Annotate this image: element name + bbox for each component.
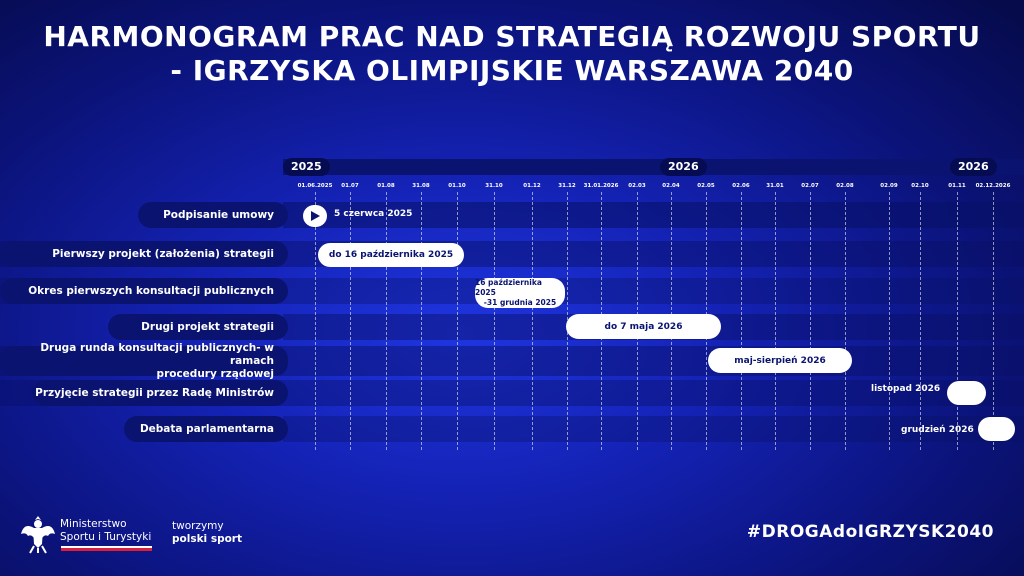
timeline-gridline xyxy=(741,192,742,450)
hashtag: #DROGAdoIGRZYSK2040 xyxy=(746,522,994,542)
flag-stripe-red xyxy=(61,548,152,551)
timeline-gridline xyxy=(993,192,994,450)
row-3-bar-line-2: -31 grudnia 2025 xyxy=(483,298,557,307)
year-label-2025: 2025 xyxy=(283,158,330,176)
timeline-tick-label: 02.05 xyxy=(697,183,715,189)
timeline-tick-label: 02.08 xyxy=(836,183,854,189)
timeline-gridline xyxy=(386,192,387,450)
row-4-bar: do 7 maja 2026 xyxy=(566,314,721,339)
timeline-tick-label: 01.11 xyxy=(948,183,966,189)
title-line-2: - IGRZYSKA OLIMPIJSKIE WARSZAWA 2040 xyxy=(170,54,854,87)
row-6-bar xyxy=(947,381,986,405)
timeline-tick-label: 01.07 xyxy=(341,183,359,189)
row-label-5-line-1: Druga runda konsultacji publicznych- w ramach xyxy=(40,341,274,367)
row-3-bar xyxy=(475,278,565,308)
timeline-gridline xyxy=(457,192,458,450)
year-label-2026: 2026 xyxy=(660,158,707,176)
row-5-bar: maj-sierpień 2026 xyxy=(708,348,852,373)
timeline-gridline xyxy=(350,192,351,450)
timeline-tick-label: 02.03 xyxy=(628,183,646,189)
slogan-line-2: polski sport xyxy=(172,533,242,545)
row-label-5-line-2: procedury rządowej xyxy=(156,367,274,380)
timeline-tick-label: 01.10 xyxy=(448,183,466,189)
slogan xyxy=(172,520,242,546)
timeline-tick-label: 01.06.2025 xyxy=(297,183,333,189)
row-label-2: Pierwszy projekt (założenia) strategii xyxy=(0,241,288,267)
year-label-2026-end: 2026 xyxy=(950,158,997,176)
row-7-bar xyxy=(978,417,1015,441)
slogan-line-1: tworzymy xyxy=(172,520,224,532)
timeline-gridline xyxy=(920,192,921,450)
timeline-gridline xyxy=(494,192,495,450)
timeline-gridline xyxy=(421,192,422,450)
year-header-bar xyxy=(283,159,1024,175)
timeline-tick-label: 02.09 xyxy=(880,183,898,189)
timeline-tick-label: 31.01.2026 xyxy=(583,183,619,189)
row-7-date: grudzień 2026 xyxy=(901,425,974,435)
eagle-emblem-icon xyxy=(20,514,56,554)
row-label-4: Drugi projekt strategii xyxy=(108,314,288,340)
timeline-tick-label: 02.10 xyxy=(911,183,929,189)
timeline-tick-label: 02.12.2026 xyxy=(975,183,1011,189)
timeline-tick-label: 02.04 xyxy=(662,183,680,189)
timeline-gridline xyxy=(315,192,316,450)
timeline-gridline xyxy=(889,192,890,450)
timeline-gridline xyxy=(775,192,776,450)
row-label-6: Przyjęcie strategii przez Radę Ministrów xyxy=(32,380,288,406)
timeline-gridline xyxy=(532,192,533,450)
timeline-tick-label: 02.06 xyxy=(732,183,750,189)
ministry-name xyxy=(60,518,151,544)
timeline-tick-label: 01.12 xyxy=(523,183,541,189)
play-icon xyxy=(303,205,327,227)
timeline-tick-label: 31.12 xyxy=(558,183,576,189)
timeline-tick-label: 31.01 xyxy=(766,183,784,189)
row-label-5 xyxy=(0,341,288,380)
timeline-tick-label: 31.08 xyxy=(412,183,430,189)
timeline-gridline xyxy=(845,192,846,450)
row-label-3: Okres pierwszych konsultacji publicznych xyxy=(0,278,288,304)
row-label-7: Debata parlamentarna xyxy=(124,416,288,442)
timeline-gridline xyxy=(810,192,811,450)
page-title xyxy=(0,20,1024,88)
timeline-tick-label: 02.07 xyxy=(801,183,819,189)
timeline-tick-label: 31.10 xyxy=(485,183,503,189)
ministry-line-2: Sportu i Turystyki xyxy=(60,531,152,543)
row-3-bar-line-1: 16 października 2025 xyxy=(475,278,542,297)
timeline-gridline xyxy=(957,192,958,450)
title-line-1: HARMONOGRAM PRAC NAD STRATEGIĄ ROZWOJU SPORTU xyxy=(43,20,981,53)
ministry-line-1: Ministerstwo xyxy=(60,518,127,530)
row-2-bar: do 16 października 2025 xyxy=(318,243,464,267)
row-1-date: 5 czerwca 2025 xyxy=(334,209,413,219)
timeline-tick-label: 01.08 xyxy=(377,183,395,189)
row-6-date: listopad 2026 xyxy=(871,384,941,394)
row-label-1: Podpisanie umowy xyxy=(138,202,288,228)
